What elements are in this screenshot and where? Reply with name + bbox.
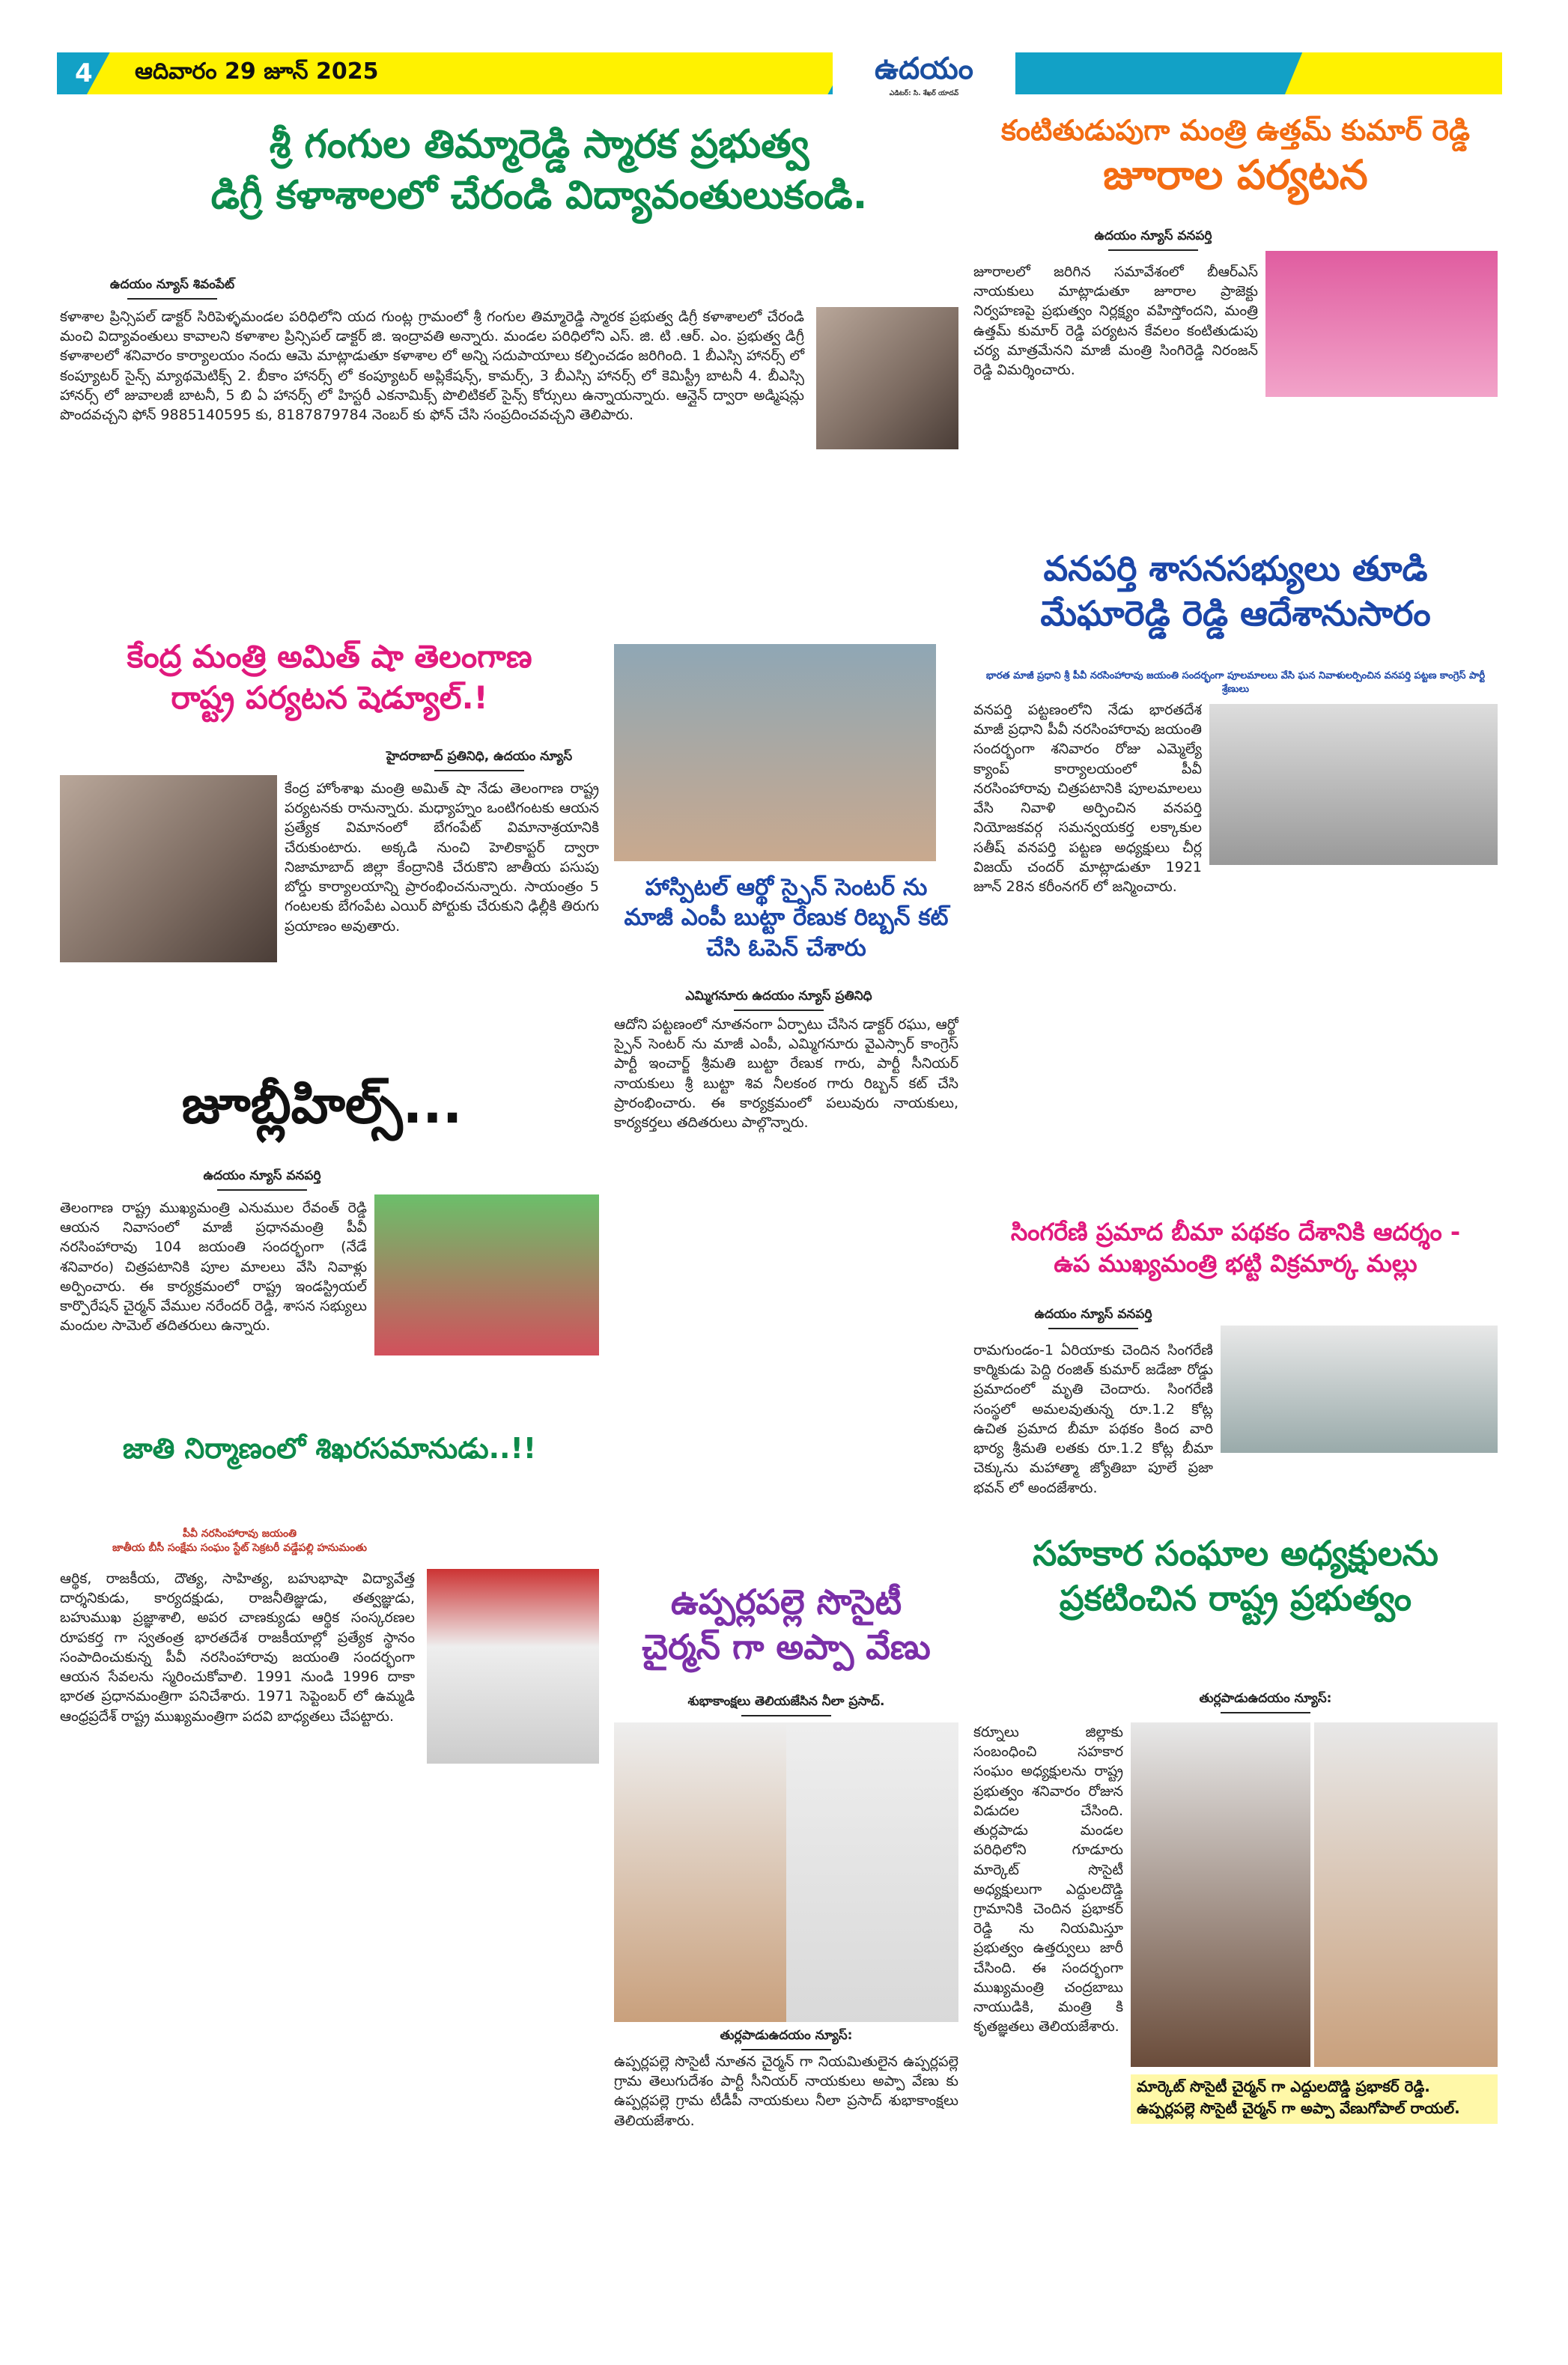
headline-jubilee-hills: జూబ్లీహిల్స్... [181, 1074, 463, 1135]
headline-singareni: సింగరేణి ప్రమాద బీమా పథకం దేశానికి ఆదర్శం - ఉప ముఖ్యమంత్రి భట్టి విక్రమార్క మల్లు [1010, 1218, 1461, 1278]
byline: తుర్లపాడుఉదయం న్యూస్: [674, 2028, 899, 2050]
byline: ఉదయం న్యూస్ వనపర్తి [1048, 228, 1258, 251]
byline: పీవీ నరసింహారావు జయంతి జాతీయ బీసీ సంక్షేమ సంఘం స్టేట్ సెక్రటరీ వడ్డేపల్లి హనుమంతు [112, 1528, 367, 1554]
byline: శుభాకాంక్షలు తెలియజేసిన నీలా ప్రసాద్. [629, 1694, 943, 1716]
headline-amit-shah: కేంద్ర మంత్రి అమిత్ షా తెలంగాణ రాష్ట్ర పర్యటన షెడ్యూల్.! [127, 638, 532, 716]
headline-cooperative-societies: సహకార సంఘాల అధ్యక్షులను ప్రకటించిన రాష్ట్ర ప్రభుత్వం [1033, 1533, 1438, 1618]
photo-minister [1265, 251, 1498, 397]
article-body: తెలంగాణ రాష్ట్ర ముఖ్యమంత్రి ఎనుముల రేవంత్ రెడ్డి ఆయన నివాసంలో మాజీ ప్రధానమంత్రి పీవీ నరసింహారావు 104 జయంతి సందర్భంగా (నేడే శనివారం) చిత్రపటానికి పూల మాలలు వేసి నివాళ్లు అర్పించారు. ఈ కార్యక్రమంలో రాష్ట్ర ఇండస్ట్రియల్ కార్పొరేషన్ చైర్మన్ వేముల నరేందర్ రెడ్డి, శాసన సభ్యులు మందుల సామెల్ తదితరులు ఉన్నారు. [60, 1200, 367, 1335]
photo-author [427, 1569, 599, 1764]
article-7-container [60, 1569, 599, 2164]
photo-cheque [1221, 1326, 1498, 1453]
photo-venugopal [1314, 1722, 1498, 2067]
photo-chairman-1 [614, 1722, 786, 2022]
issue-date: ఆదివారం 29 జూన్ 2025 [135, 58, 379, 85]
byline: తుర్లపాడుఉదయం న్యూస్: [1153, 1691, 1378, 1713]
byline: ఎమ్మిగనూరు ఉదయం న్యూస్ ప్రతినిధి [629, 989, 929, 1011]
article-body: కర్నూలు జిల్లాకు సంబంధించి సహకార సంఘం అధ్యక్షులను రాష్ట్ర ప్రభుత్వం శనివారం రోజున విడుదల చేసింది. తుర్లపాడు మండల పరిధిలోని గూడూరు మార్కెట్ సొసైటీ అధ్యక్షులుగా ఎద్దులదొడ్డి గ్రామానికి చెందిన ప్రభాకర్ రెడ్డి ను నియమిస్తూ ప్రభుత్వం ఉత్తర్వులు జారీ చేసింది. ఈ సందర్భంగా ముఖ్యమంత్రి చంద్రబాబు నాయుడికి, మంత్రి కి కృతజ్ఞతలు తెలియజేశారు. [973, 1724, 1123, 2035]
article-body: వనపర్తి పట్టణంలోని నేడు భారతదేశ మాజీ ప్రధాని పీవీ నరసింహారావు జయంతి సందర్భంగా శనివారం రోజు ఎమ్మెల్యే క్యాంప్ కార్యాలయంలో పీవీ నరసింహారావు చిత్రపటానికి పూలమాలలు వేసి నివాళి అర్పించిన వనపర్తి నియోజకవర్గ సమన్వయకర్త లక్కాకుల సతీష్ వనపర్తి పట్టణ అధ్యక్షులు చీర్ల విజయ్ చందర్ మాట్లాడుతూ 1921 జూన్ 28న కరీంనగర్ లో జన్మించారు. [973, 702, 1202, 895]
photo-amit-shah [60, 775, 277, 962]
headline-pv-narasimha-rao: జాతి నిర్మాణంలో శిఖరసమానుడు..!! [122, 1432, 537, 1465]
headline-ortho-spine: హాస్పిటల్ ఆర్థో స్పైన్ సెంటర్ ను మాజీ ఎంపీ బుట్టా రేణుక రిబ్బన్ కట్ చేసి ఓపెన్ చేశారు [624, 874, 949, 962]
headline-vanaparthi: వనపర్తి శాసనసభ్యులు తూడి మేఘారెడ్డి రెడ్డి ఆదేశానుసారం [1040, 548, 1431, 634]
photo-principal [816, 307, 958, 449]
byline: ఉదయం న్యూస్ వనపర్తి [150, 1168, 374, 1191]
byline: హైదరాబాద్ ప్రతినిధి, ఉదయం న్యూస్ [359, 749, 599, 771]
photo-chairman-2 [786, 1722, 958, 2022]
headline-upparlapalle: ఉప్పర్లపల్లె సొసైటీ చైర్మన్ గా అప్పా వేణు [642, 1582, 931, 1667]
page-number: 4 [75, 58, 93, 88]
newspaper-logo: ఉదయం ఎడిటర్: సి. శేఖర్ యాదవ్ [833, 48, 1015, 103]
photo-hospital-opening [614, 644, 936, 861]
photo-pv-tribute [1209, 704, 1498, 865]
article-body: జూరాలలో జరిగిన సమావేశంలో బీఆర్ఎస్ నాయకులు మాట్లాడుతూ జూరాల ప్రాజెక్టు నిర్వహణపై ప్రభుత్వం నిర్లక్ష్యం వహిస్తోందని, మంత్రి ఉత్తమ్ కుమార్ రెడ్డి పర్యటన కేవలం కంటితుడుపు చర్య మాత్రమేనని మాజీ మంత్రి సింగిరెడ్డి నిరంజన్ రెడ్డి విమర్శించారు. [973, 264, 1258, 379]
photo-prabhakar-reddy [1131, 1722, 1310, 2067]
article-body: ఉప్పర్లపల్లె సొసైటీ నూతన చైర్మన్ గా నియమితులైన ఉప్పర్లపల్లె గ్రామ తెలుగుదేశం పార్టీ సీనియర్ నాయకులు అప్పా వేణు కు ఉప్పర్లపల్లె గ్రామ టీడీపీ నాయకులు నీలా ప్రసాద్ శుభాకాంక్షలు తెలియజేశారు. [614, 2053, 958, 2129]
photo-cm-tribute [374, 1194, 599, 1355]
headline-degree-college: శ్రీ గంగుల తిమ్మారెడ్డి స్మారక ప్రభుత్వ డిగ్రీ కళాశాలలో చేరండి విద్యావంతులుకండి. [210, 122, 868, 218]
article-body: ఆదోని పట్టణంలో నూతనంగా ఏర్పాటు చేసిన డాక్టర్ రఘు, ఆర్థో స్పైన్ సెంటర్ ను మాజీ ఎంపీ, ఎమ్మిగనూరు వైఎస్సార్ కాంగ్రెస్ పార్టీ ఇంచార్జ్ శ్రీమతి బుట్టా రేణుక గారు, పార్టీ సీనియర్ నాయకులు శ్రీ బుట్టా శివ నీలకంఠ గారు రిబ్బన్ కట్ చేసి ప్రారంభించారు. ఈ కార్యక్రమంలో పలువురు నాయకులు, కార్యకర్తలు తదితరులు పాల్గొన్నారు. [614, 1016, 958, 1132]
article-body: కళాశాల ప్రిన్సిపల్ డాక్టర్ సిరిపెళ్ళమండల పరిధిలోని యద గుంట్ల గ్రామంలో శ్రీ గంగుల తిమ్మారెడ్డి స్మారక ప్రభుత్వ డిగ్రీ కళాశాలలో చేరండి మంచి విద్యావంతులు కావాలని కళాశాల ప్రిన్సిపల్ డాక్టర్ జి. ఇంద్రావతి అన్నారు. మండల పరిధిలోని ఎస్. జి. టి .ఆర్. ఎం. ప్రభుత్వ డిగ్రీ కళాశాలలో శనివారం కార్యాలయం నందు ఆమె మాట్లాడుతూ కళాశాల లో అన్ని సదుపాయాలు కల్పించడం జరిగింది. 1 బీఎస్సి హానర్స్ లో కంప్యూటర్ సైన్స్ మ్యాథమెటిక్స్ 2. బీకాం హానర్స్ లో కంప్యూటర్ అప్లికేషన్స్, కామర్స్, 3 బీఎస్సి హానర్స్ లో కెమిస్ట్రీ బాటనీ 4. బీఎస్సి హానర్స్ లో జువాలజీ బాటనీ, 5 బి ఏ హానర్స్ లో హిస్టరీ ఎకనామిక్స్ పొలిటికల్ సైన్స్ కోర్సులు ఉన్నాయన్నారు. ఆన్లైన్ ద్వారా అడ్మిషన్లు పొందవచ్చని ఫోన్ 9885140595 కు, 8187879784 నెంబర్ కు ఫోన్ చేసి సంప్రదించవచ్చని తెలిపారు. [60, 309, 804, 424]
article-body: రామగుండం-1 ఏరియాకు చెందిన సింగరేణి కార్మికుడు పెద్ది రంజిత్ కుమార్ జడేజా రోడ్డు ప్రమాదంలో మృతి చెందారు. సింగరేణి సంస్థలో అమలవుతున్న రూ.1.2 కోట్ల ఉచిత ప్రమాద బీమా పథకం కింద వారి భార్య శ్రీమతి లతకు రూ.1.2 కోట్ల బీమా చెక్కును మహాత్మా జ్యోతిబా పూలే ప్రజా భవన్ లో అందజేశారు. [973, 1342, 1213, 1496]
byline: ఉదయం న్యూస్ శివంపేట్ [60, 277, 285, 300]
byline: ఉదయం న్యూస్ వనపర్తి [988, 1307, 1198, 1329]
article-body: కేంద్ర హోంశాఖ మంత్రి అమిత్ షా నేడు తెలంగాణ రాష్ట్ర పర్యటనకు రానున్నారు. మధ్యాహ్నం ఒంటిగంటకు ఆయన ప్రత్యేక విమానంలో బేగంపేట్ విమానాశ్రయానికి చేరుకుంటారు. అక్కడి నుంచి హెలికాప్టర్ ద్వారా నిజామాబాద్ జిల్లా కేంద్రానికి చేరుకొని జాతీయ పసుపు బోర్డు కార్యాలయాన్ని ప్రారంభించనున్నారు. సాయంత్రం 5 గంటలకు బేగంపేట ఎయిర్ పోర్టుకు చేరుకుని ఢిల్లీకి తిరుగు ప్రయాణం అవుతారు. [285, 780, 599, 935]
headline-uttam-jurala: కంటితుడుపుగా మంత్రి ఉత్తమ్ కుమార్ రెడ్డి జూరాల పర్యటన [1000, 114, 1471, 199]
photo-caption: మార్కెట్ సొసైటీ చైర్మన్ గా ఎద్దులదొడ్డి ప్రభాకర్ రెడ్డి. ఉప్పర్లపల్లె సొసైటీ చైర్మన్ గా అప్పా వేణుగోపాల్ రాయల్. [1131, 2074, 1498, 2124]
article-body: ఆర్థిక, రాజకీయ, దౌత్య, సాహిత్య, బహుభాషా విద్యావేత్త దార్శనికుడు, కార్యదక్షుడు, రాజనీతిజ్ఞుడు, తత్వజ్ఞుడు, బహుముఖ ప్రజ్ఞాశాలి, అపర చాణక్యుడు ఆర్థిక సంస్కరణల రూపకర్త గా స్వతంత్ర భారతదేశ రాజకీయాల్లో ప్రత్యేక స్థానం సంపాదించుకున్న పీవీ నరసింహారావు జయంతి సందర్భంగా ఆయన సేవలను స్మరించుకోవాలి. 1991 నుండి 1996 దాకా భారత ప్రధానమంత్రిగా పనిచేశారు. 1971 సెప్టెంబర్ లో ఉమ్మడి ఆంధ్రప్రదేశ్ రాష్ట్ర ముఖ్యమంత్రిగా పదవి బాధ్యతలు చేపట్టారు. [60, 1570, 415, 1725]
article-0-container [60, 307, 958, 592]
subheadline: భారత మాజీ ప్రధాని శ్రీ పీవీ నరసింహారావు జయంతి సందర్భంగా పూలమాలలు వేసి ఘన నివాళులర్పించిన వనపర్తి పట్టణ కాంగ్రెస్ పార్టీ శ్రేణులు [985, 670, 1486, 695]
